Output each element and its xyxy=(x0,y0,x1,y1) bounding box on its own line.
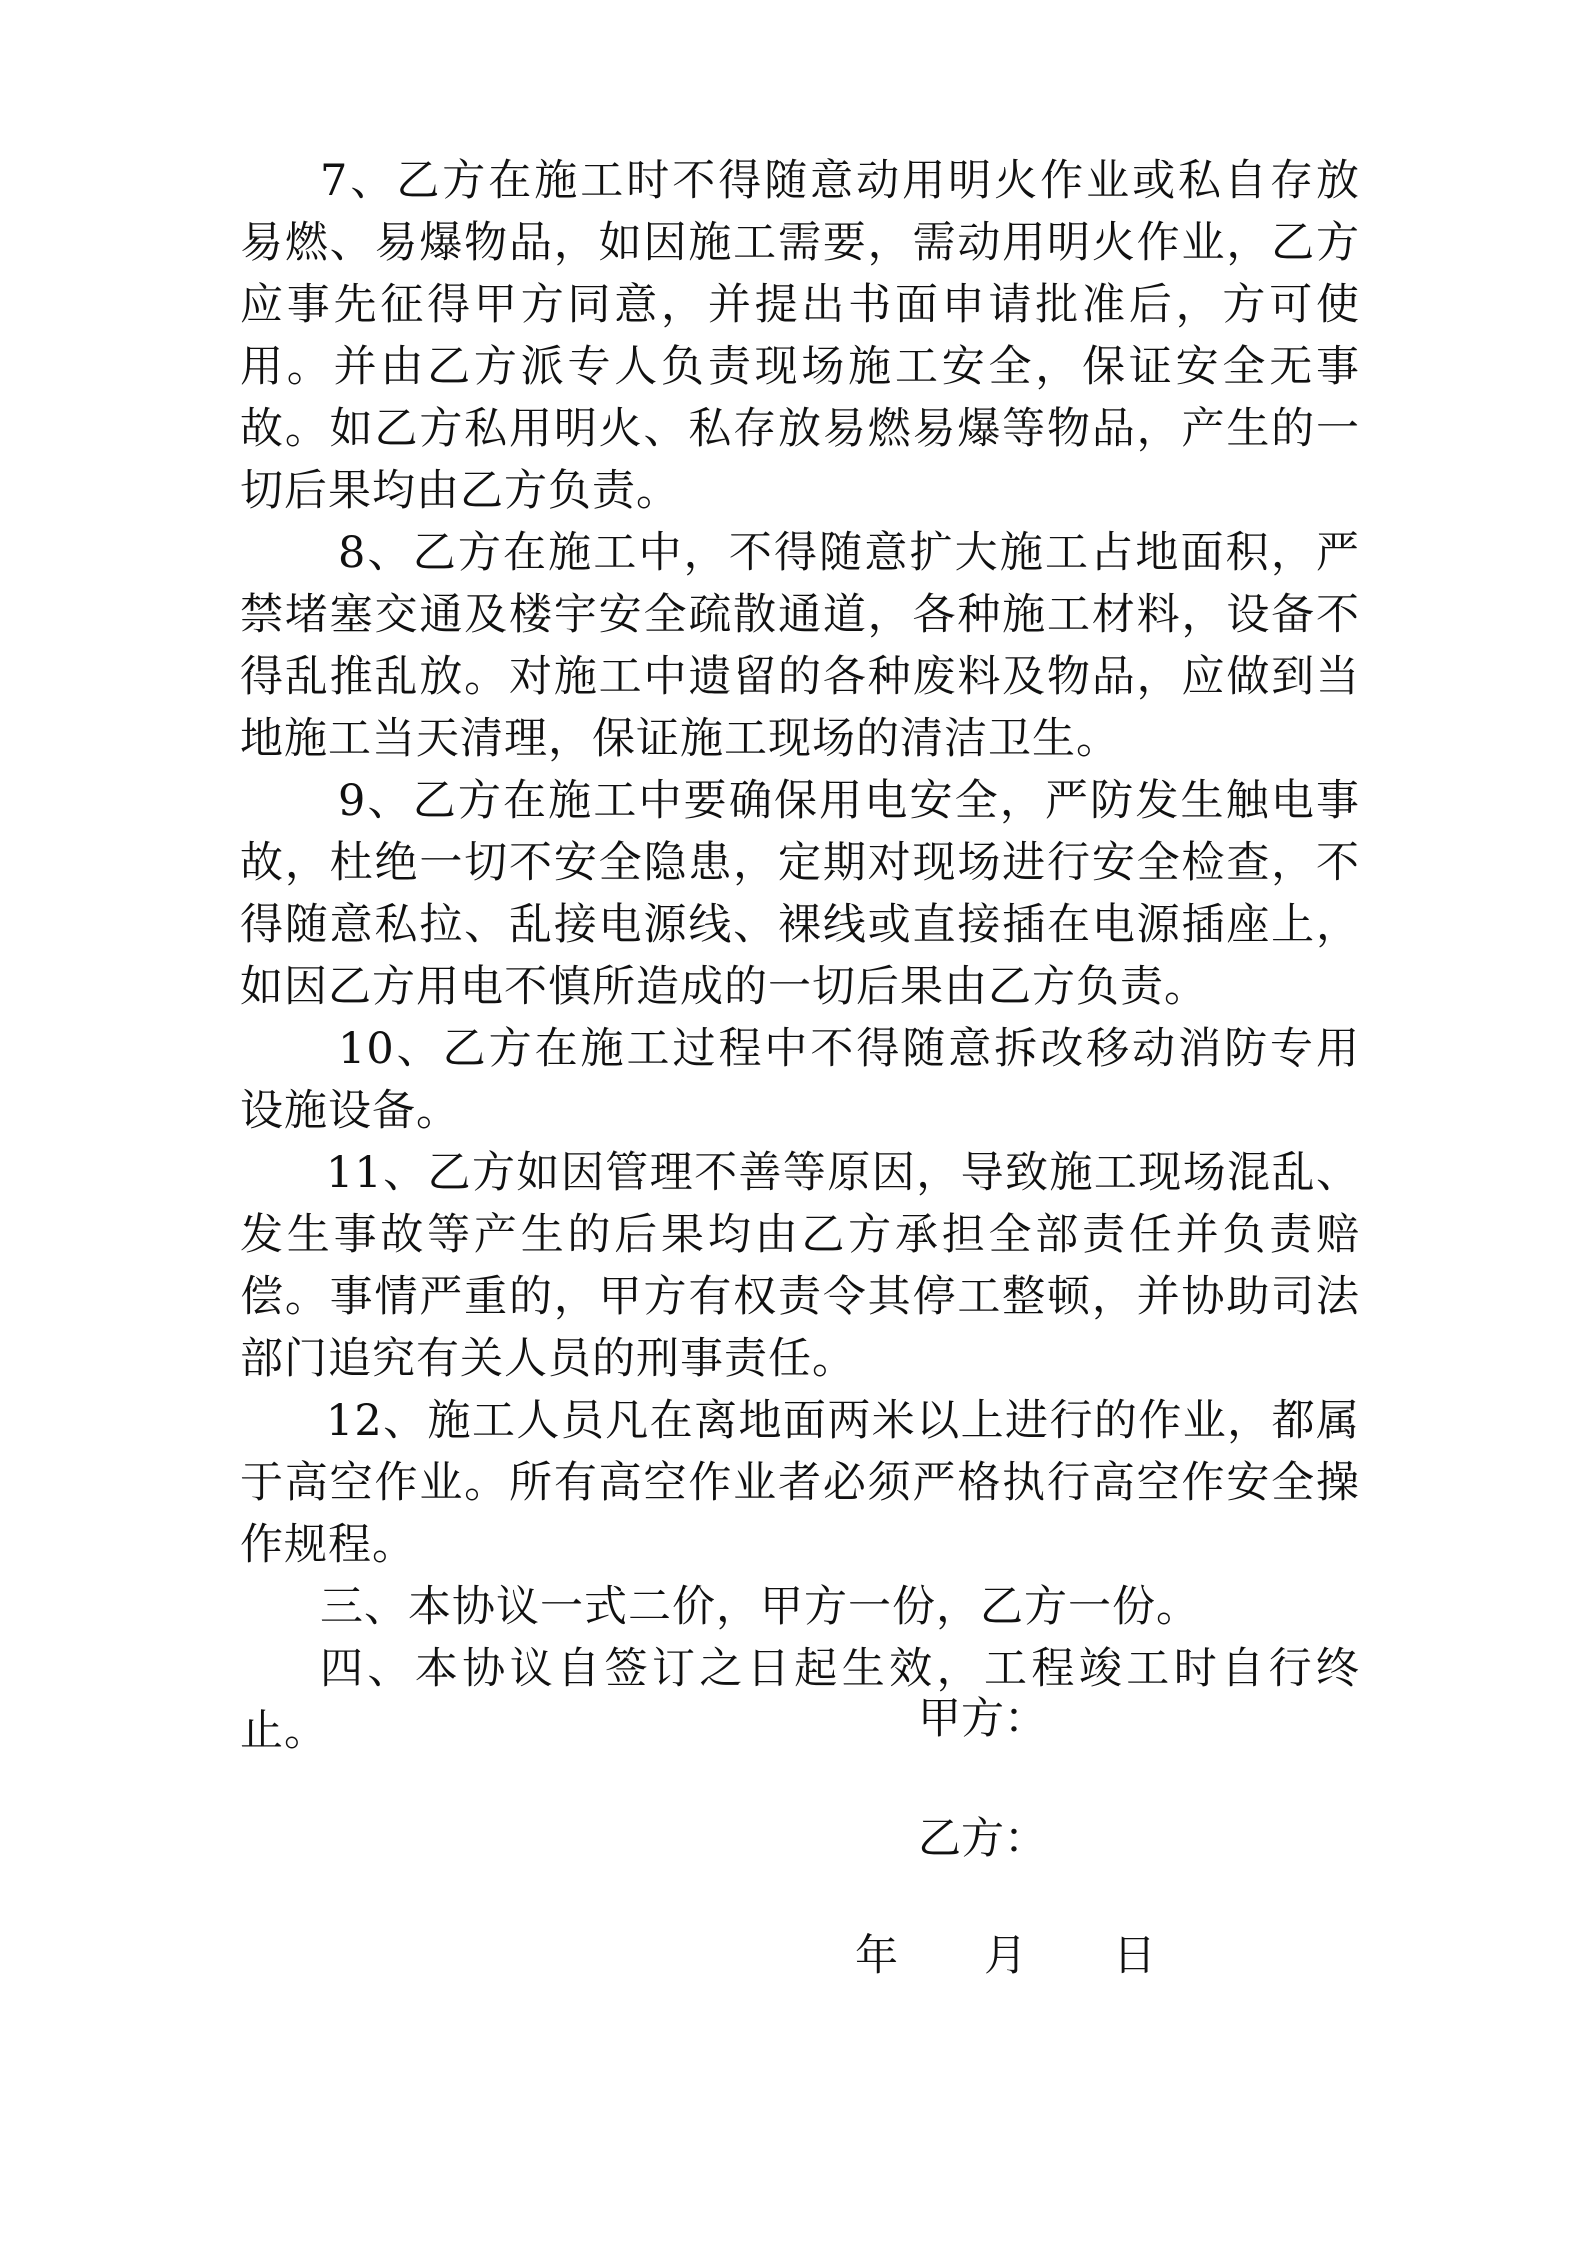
section-three: 三、本协议一式二价，甲方一份，乙方一份。 xyxy=(320,1582,1200,1632)
signature-date xyxy=(855,1925,1156,1987)
date-day-label: 日 xyxy=(1113,1931,1156,1981)
clause-11: 11、乙方如因管理不善等原因，导致施工现场混乱、发生事故等产生的后果均由乙方承担全部责任并负责赔偿。事情严重的，甲方有权责令其停工整顿，并协助司法部门追究有关人员的刑事责任。 xyxy=(240,1148,1360,1384)
party-b-signature-label: 乙方： xyxy=(918,1814,1047,1864)
clause-10: 10、乙方在施工过程中不得随意拆改移动消防专用设施设备。 xyxy=(240,1024,1360,1136)
clause-9: 9、乙方在施工中要确保用电安全，严防发生触电事故，杜绝一切不安全隐患，定期对现场进行安全检查，不得随意私拉、乱接电源线、裸线或直接插在电源插座上，如因乙方用电不慎所造成的一切后果由乙方负责。 xyxy=(240,776,1360,1012)
clause-7: 7、乙方在施工时不得随意动用明火作业或私自存放易燃、易爆物品，如因施工需要，需动用明火作业，乙方应事先征得甲方同意，并提出书面申请批准后，方可使用。并由乙方派专人负责现场施工安全，保证安全无事故。如乙方私用明火、私存放易燃易爆等物品，产生的一切后果均由乙方负责。 xyxy=(240,156,1360,516)
document-body xyxy=(240,150,1360,1762)
clause-8: 8、乙方在施工中，不得随意扩大施工占地面积，严禁堵塞交通及楼宇安全疏散通道，各种施工材料，设备不得乱推乱放。对施工中遗留的各种废料及物品，应做到当地施工当天清理，保证施工现场的清洁卫生。 xyxy=(240,528,1360,764)
date-month-label: 月 xyxy=(984,1931,1027,1981)
party-a-signature-label: 甲方： xyxy=(918,1694,1047,1744)
clause-12: 12、施工人员凡在离地面两米以上进行的作业，都属于高空作业。所有高空作业者必须严格执行高空作安全操作规程。 xyxy=(240,1396,1360,1570)
date-year-label: 年 xyxy=(855,1931,898,1981)
section-four: 四、本协议自签订之日起生效，工程竣工时自行终止。 xyxy=(240,1644,1360,1756)
